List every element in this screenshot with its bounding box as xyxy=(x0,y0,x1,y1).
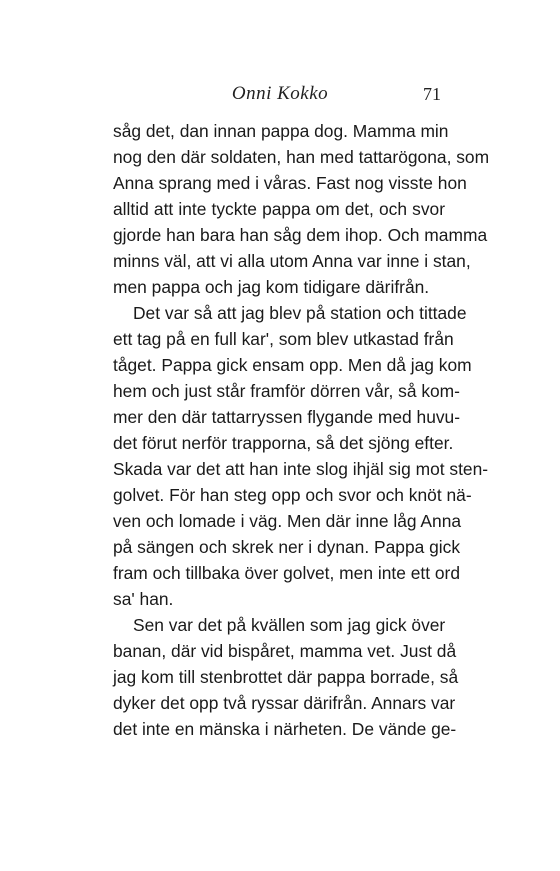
text-line: Skada var det att han inte slog ihjäl sig mot sten- xyxy=(113,459,489,479)
text-line: det inte en mänska i närheten. De vände ge- xyxy=(113,719,457,739)
paragraph xyxy=(113,118,490,300)
text-line: Det var så att jag blev på station och tittade xyxy=(133,303,467,323)
text-line: Sen var det på kvällen som jag gick över xyxy=(133,615,446,635)
text-line: golvet. För han steg opp och svor och knöt nä- xyxy=(113,485,472,505)
running-header xyxy=(0,82,560,106)
text-line: alltid att inte tyckte pappa om det, och svor xyxy=(113,199,445,219)
paragraph xyxy=(113,300,489,612)
text-line: mer den där tattarryssen flygande med huvu- xyxy=(113,407,461,427)
text-line: banan, där vid bispåret, mamma vet. Just då xyxy=(113,641,457,661)
body-text xyxy=(113,118,490,742)
paragraph xyxy=(113,612,459,742)
text-line: gjorde han bara han såg dem ihop. Och mamma xyxy=(113,225,488,245)
text-line: på sängen och skrek ner i dynan. Pappa gick xyxy=(113,537,461,557)
text-line: jag kom till stenbrottet där pappa borrade, så xyxy=(113,667,459,687)
text-line: ven och lomade i väg. Men där inne låg Anna xyxy=(113,511,462,531)
text-line: fram och tillbaka över golvet, men inte ett ord xyxy=(113,563,461,583)
text-line: dyker det opp två ryssar därifrån. Annars var xyxy=(113,693,456,713)
text-line: Anna sprang med i våras. Fast nog visste hon xyxy=(113,173,467,193)
text-line: sa' han. xyxy=(113,589,174,609)
text-line: ett tag på en full kar', som blev utkastad från xyxy=(113,329,454,349)
text-line: tåget. Pappa gick ensam opp. Men då jag kom xyxy=(113,355,472,375)
text-line: minns väl, att vi alla utom Anna var inne i stan, xyxy=(113,251,471,271)
text-line: nog den där soldaten, han med tattarögona, som xyxy=(113,147,490,167)
text-line: det förut nerför trapporna, så det sjöng efter. xyxy=(113,433,454,453)
text-line: hem och just står framför dörren vår, så kom- xyxy=(113,381,460,401)
text-line: såg det, dan innan pappa dog. Mamma min xyxy=(113,121,449,141)
text-line: men pappa och jag kom tidigare därifrån. xyxy=(113,277,430,297)
running-title: Onni Kokko xyxy=(231,83,329,104)
page-number: 71 xyxy=(423,84,441,104)
